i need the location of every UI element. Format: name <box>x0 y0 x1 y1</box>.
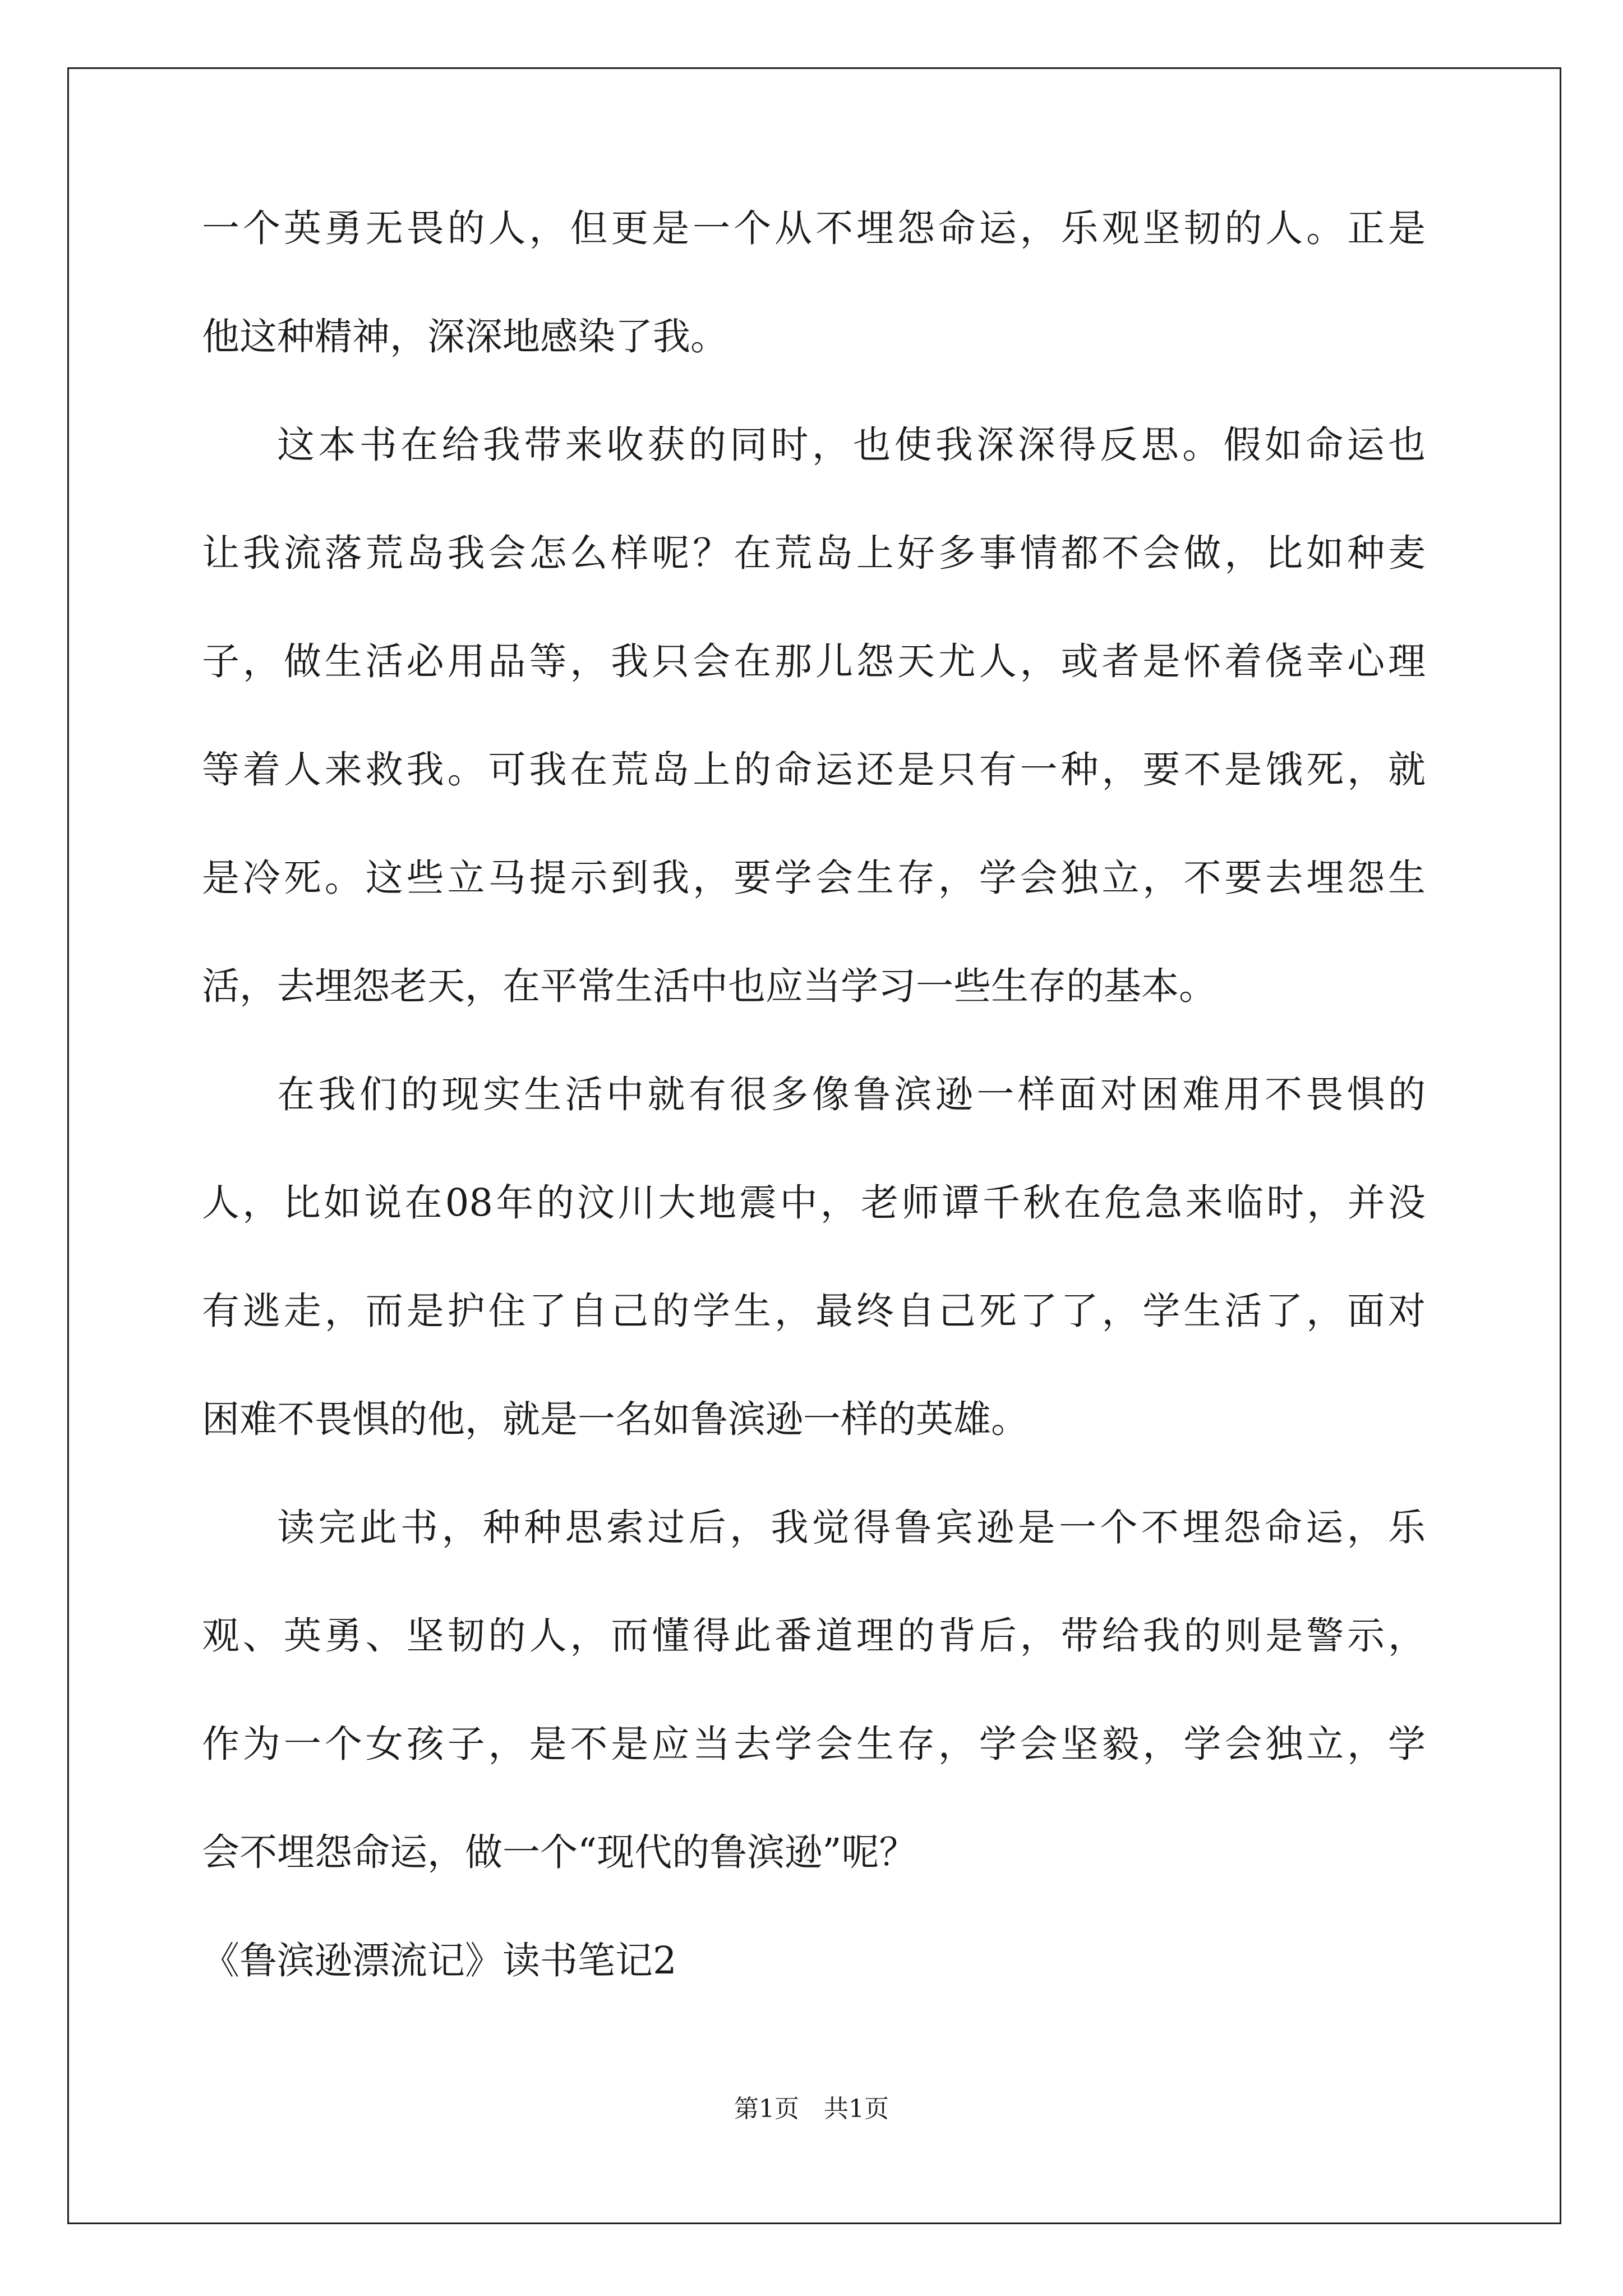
paragraph-1-line-2: 他这种精神，深深地感染了我。 <box>202 315 728 358</box>
document-body <box>202 202 1426 1987</box>
paragraph-4-line-2: 观、英勇、坚韧的人，而懂得此番道理的背后，带给我的则是警示， <box>202 1614 1426 1658</box>
section-subheading: 《鲁滨逊漂流记》读书笔记2 <box>202 1939 677 1982</box>
paragraph-2-line-2: 让我流落荒岛我会怎么样呢？在荒岛上好多事情都不会做，比如种麦 <box>202 531 1426 575</box>
paragraph-2-line-3: 子，做生活必用品等，我只会在那儿怨天尤人，或者是怀着侥幸心理 <box>202 639 1426 683</box>
paragraph-4-line-4: 会不埋怨命运，做一个“现代的鲁滨逊”呢？ <box>202 1830 917 1874</box>
page-footer: 第1页 共1页 <box>734 2095 889 2123</box>
paragraph-2-line-1: 这本书在给我带来收获的同时，也使我深深得反思。假如命运也 <box>277 423 1426 467</box>
paragraph-3-line-1: 在我们的现实生活中就有很多像鲁滨逊一样面对困难用不畏惧的 <box>277 1073 1426 1116</box>
paragraph-4-line-3: 作为一个女孩子，是不是应当去学会生存，学会坚毅，学会独立，学 <box>202 1722 1426 1766</box>
paragraph-2-line-4: 等着人来救我。可我在荒岛上的命运还是只有一种，要不是饿死，就 <box>202 748 1426 792</box>
paragraph-2-line-5: 是冷死。这些立马提示到我，要学会生存，学会独立，不要去埋怨生 <box>202 856 1426 900</box>
paragraph-3-line-3: 有逃走，而是护住了自己的学生，最终自己死了了，学生活了，面对 <box>202 1289 1426 1333</box>
paragraph-3-line-4: 困难不畏惧的他，就是一名如鲁滨逊一样的英雄。 <box>202 1397 1029 1441</box>
paragraph-3-line-2: 人，比如说在08年的汶川大地震中，老师谭千秋在危急来临时，并没 <box>202 1181 1426 1225</box>
paragraph-4-line-1: 读完此书，种种思索过后，我觉得鲁宾逊是一个不埋怨命运，乐 <box>277 1506 1426 1549</box>
paragraph-1-line-1: 一个英勇无畏的人，但更是一个从不埋怨命运，乐观坚韧的人。正是 <box>202 206 1426 250</box>
paragraph-2-line-6: 活，去埋怨老天，在平常生活中也应当学习一些生存的基本。 <box>202 964 1216 1008</box>
